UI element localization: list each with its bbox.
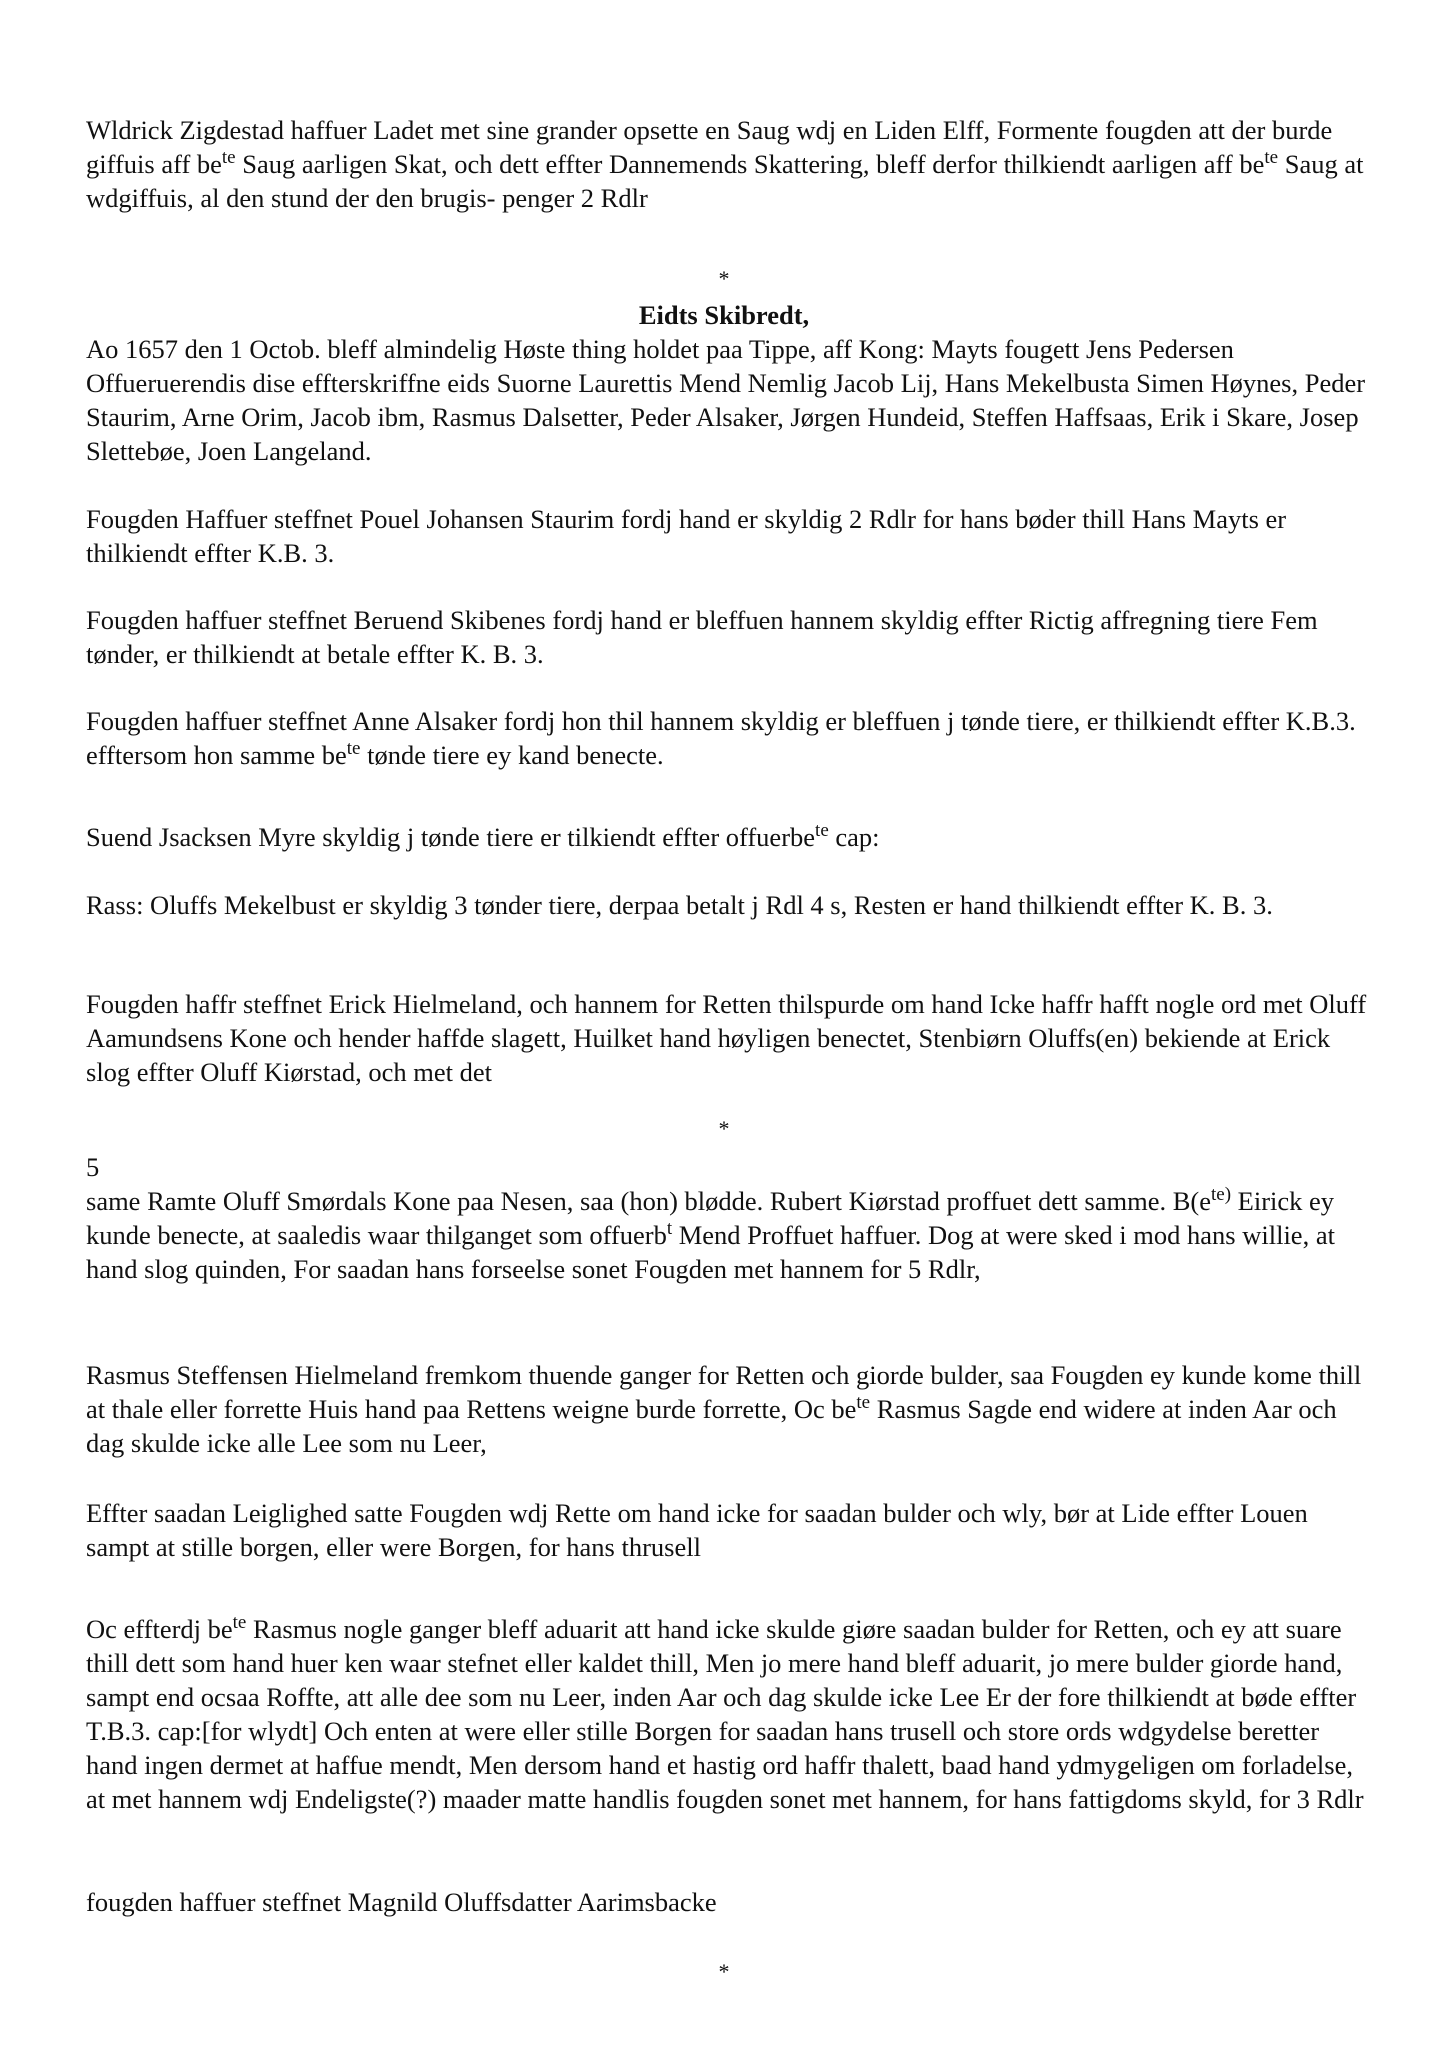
section-separator-star: * [718, 266, 730, 291]
paragraph-bail: Effter saadan Leiglighed satte Fougden wdj Rette om hand icke for saadan bulder och wly, bør at Lide effter Louen sampt at stille borgen, eller were Borgen, for hans thrusell [86, 1498, 1308, 1562]
text-run: Wldrick Zigdestad haffuer Ladet met sine grander opsette en Saug wdj en Liden Elff, Formente fougden att der burde giffuis aff be [86, 115, 1333, 179]
page-number: 5 [86, 1152, 100, 1182]
paragraph-case-skibenes: Fougden haffuer steffnet Beruend Skibenes fordj hand er bleffuen hannem skyldig effter Rictig affregning tiere Fem tønder, er thilkiendt at betale effter K. B. 3. [86, 605, 1318, 669]
page-break-star: * [718, 1116, 730, 1141]
section-heading: Eidts Skibredt, [638, 300, 810, 330]
superscript: te) [1210, 1184, 1232, 1205]
paragraph-rasmus-disturbance [86, 1358, 1376, 1460]
superscript: te [221, 147, 236, 168]
superscript: te [1264, 147, 1279, 168]
superscript: te [856, 1392, 871, 1413]
superscript: t [666, 1218, 673, 1239]
text-run: Oc effterdj be [86, 1614, 233, 1644]
superscript: te [232, 1612, 247, 1633]
paragraph-summons: fougden haffuer steffnet Magnild Oluffsdatter Aarimsbacke [86, 1887, 717, 1917]
page-end-star: * [718, 1959, 730, 1984]
text-run: Eirick ey kunde benecte, at saaledis waar thilganget som offuerb [86, 1186, 1335, 1250]
text-run: cap: [828, 822, 880, 852]
text-run: Saug at wdgiffuis, al den stund der den brugis- penger 2 Rdlr [86, 149, 1364, 213]
text-run: Rasmus Sagde end widere at inden Aar och dag skulde icke alle Lee som nu Leer, [86, 1394, 1337, 1458]
text-run: Rasmus Steffensen Hielmeland fremkom thuende ganger for Retten och giorde bulder, saa Fougden ey kunde kome thill at thale eller forrette Huis hand paa Rettens weigne burde forrette, Oc be [86, 1360, 1362, 1424]
text-run: Suend Jsacksen Myre skyldig j tønde tiere er tilkiendt effter offuerbe [86, 822, 816, 852]
text-run: Saug aarligen Skat, och dett effter Dannemends Skattering, bleff derfor thilkiendt aarligen aff be [235, 149, 1265, 179]
text-run: Mend Proffuet haffuer. Dog at were sked i mod hans willie, at hand slog quinden, For saadan hans forseelse sonet Fougden met hannem for 5 Rdlr, [86, 1220, 1335, 1284]
text-run: same Ramte Oluff Smørdals Kone paa Nesen, saa (hon) blødde. Rubert Kiørstad proffuet dett samme. B(e [86, 1186, 1211, 1216]
text-run: tønde tiere ey kand benecte. [360, 740, 664, 770]
text-run: Fougden haffuer steffnet Anne Alsaker fordj hon thil hannem skyldig er bleffuen j tønde tiere, er thilkiendt effter K.B.3. efftersom hon samme be [86, 706, 1356, 770]
paragraph-case-alsaker [86, 704, 1376, 772]
superscript: te [815, 820, 829, 841]
superscript: te [346, 738, 361, 759]
paragraph-case-hielmeland: Fougden haffr steffnet Erick Hielmeland, och hannem for Retten thilspurde om hand Icke haffr hafft nogle ord met Oluff Aamundsens Kone och hender haffde slagett, Huilket hand høyligen benectet, Stenbiørn Oluffs(en) bekiende at Erick slog effter Oluff Kiørstad, och met det [86, 989, 1367, 1087]
paragraph-sentence [86, 1612, 1376, 1816]
paragraph-saw-tax [86, 113, 1376, 215]
paragraph-continuation [86, 1184, 1376, 1286]
paragraph-case-myre [86, 820, 1376, 854]
paragraph-case-staurim: Fougden Haffuer steffnet Pouel Johansen Staurim fordj hand er skyldig 2 Rdlr for hans bøder thill Hans Mayts er thilkiendt effter K.B. 3. [86, 504, 1287, 568]
text-run: Rasmus nogle ganger bleff aduarit att hand icke skulde giøre saadan bulder for Retten, och ey att suare thill dett som hand huer ken waar stefnet eller kaldet thill, Men jo mere hand bleff aduarit, jo mere bulder giorde hand, sampt end ocsaa Roffte, att alle dee som nu Leer, inden Aar och dag skulde icke Lee Er der fore thilkiendt at bøde effter T.B.3. cap:[for wlydt] Och enten at were eller stille Borgen for saadan hans trusell och store ords wdgydelse beretter hand ingen dermet at haffue mendt, Men dersom hand et hastig ord haffr thalett, baad hand ydmygeligen om forladelse, at met hannem wdj Endeligste(?) maader matte handlis fougden sonet met hannem, for hans fattigdoms skyld, for 3 Rdlr [86, 1614, 1364, 1814]
paragraph-case-mekelbust: Rass: Oluffs Mekelbust er skyldig 3 tønder tiere, derpaa betalt j Rdl 4 s, Resten er hand thilkiendt effter K. B. 3. [86, 890, 1273, 920]
paragraph-assembly: Ao 1657 den 1 Octob. bleff almindelig Høste thing holdet paa Tippe, aff Kong: Mayts fougett Jens Pedersen Offueruerendis dise effterskriffne eids Suorne Laurettis Mend Nemlig Jacob Lij, Hans Mekelbusta Simen Høynes, Peder Staurim, Arne Orim, Jacob ibm, Rasmus Dalsetter, Peder Alsaker, Jørgen Hundeid, Steffen Haffsaas, Erik i Skare, Josep Slettebøe, Joen Langeland. [86, 334, 1366, 466]
